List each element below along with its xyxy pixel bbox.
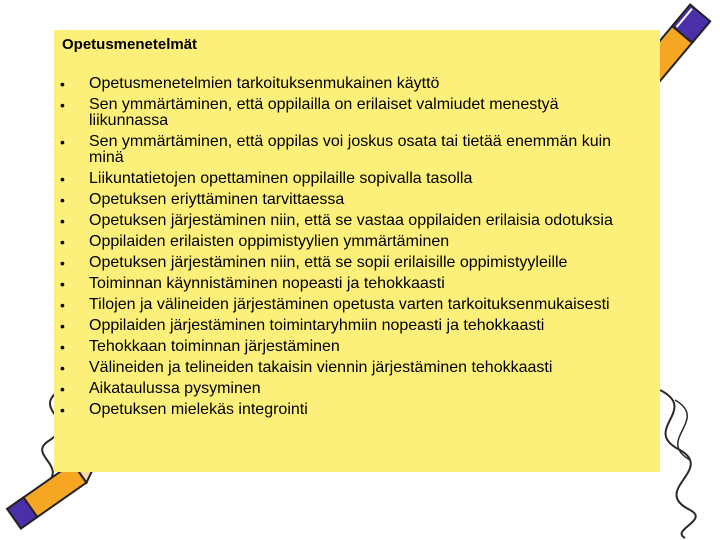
list-item	[54, 381, 660, 397]
list-item-text: Opetuksen eriyttäminen tarvittaessa	[89, 191, 345, 208]
bullet-dot: •	[60, 318, 65, 334]
list-item	[54, 255, 660, 271]
list-item-text: Sen ymmärtäminen, että oppilas voi joskus osata tai tietää enemmän kuin minä	[89, 133, 612, 166]
bullet-dot: •	[60, 171, 65, 187]
slide-title: Opetusmenetelmät	[62, 36, 198, 53]
bullet-dot: •	[60, 360, 65, 376]
bullet-dot: •	[60, 276, 65, 292]
list-item-text: Oppilaiden erilaisten oppimistyylien ymmärtäminen	[89, 233, 450, 250]
list-item-text: Opetuksen järjestäminen niin, että se sopii erilaisille oppimistyyleille	[89, 254, 568, 271]
list-item	[54, 97, 660, 129]
slide-panel	[54, 30, 660, 472]
list-item	[54, 360, 660, 376]
bullet-dot: •	[60, 234, 65, 250]
list-item	[54, 402, 660, 418]
list-item-text: Tehokkaan toiminnan järjestäminen	[89, 338, 340, 355]
bullet-dot: •	[60, 339, 65, 355]
list-item	[54, 134, 660, 166]
bullet-dot: •	[60, 297, 65, 313]
bullet-dot: •	[60, 402, 65, 418]
list-item-text: Liikuntatietojen opettaminen oppilaille sopivalla tasolla	[89, 170, 473, 187]
list-item-text: Opetuksen järjestäminen niin, että se vastaa oppilaiden erilaisia odotuksia	[89, 212, 613, 229]
list-item	[54, 76, 660, 92]
list-item-text: Opetusmenetelmien tarkoituksenmukainen käyttö	[89, 75, 440, 92]
list-item-text: Tilojen ja välineiden järjestäminen opetusta varten tarkoituksenmukaisesti	[89, 296, 610, 313]
list-item	[54, 297, 660, 313]
list-item-text: Toiminnan käynnistäminen nopeasti ja tehokkaasti	[89, 275, 445, 292]
list-item	[54, 192, 660, 208]
bullet-dot: •	[60, 255, 65, 271]
bullet-dot: •	[60, 97, 65, 113]
bullet-dot: •	[60, 213, 65, 229]
list-item	[54, 339, 660, 355]
list-item	[54, 171, 660, 187]
list-item-text: Opetuksen mielekäs integrointi	[89, 401, 308, 418]
list-item-text: Aikataulussa pysyminen	[89, 380, 261, 397]
list-item-text: Oppilaiden järjestäminen toimintaryhmiin nopeasti ja tehokkaasti	[89, 317, 545, 334]
list-item	[54, 276, 660, 292]
list-item	[54, 318, 660, 334]
list-item-text: Välineiden ja telineiden takaisin viennin järjestäminen tehokkaasti	[89, 359, 553, 376]
bullet-list	[54, 76, 660, 423]
bullet-dot: •	[60, 76, 65, 92]
bullet-dot: •	[60, 381, 65, 397]
list-item	[54, 234, 660, 250]
list-item	[54, 213, 660, 229]
bullet-dot: •	[60, 192, 65, 208]
bullet-dot: •	[60, 134, 65, 150]
list-item-text: Sen ymmärtäminen, että oppilailla on erilaiset valmiudet menestyä liikunnassa	[89, 96, 559, 129]
